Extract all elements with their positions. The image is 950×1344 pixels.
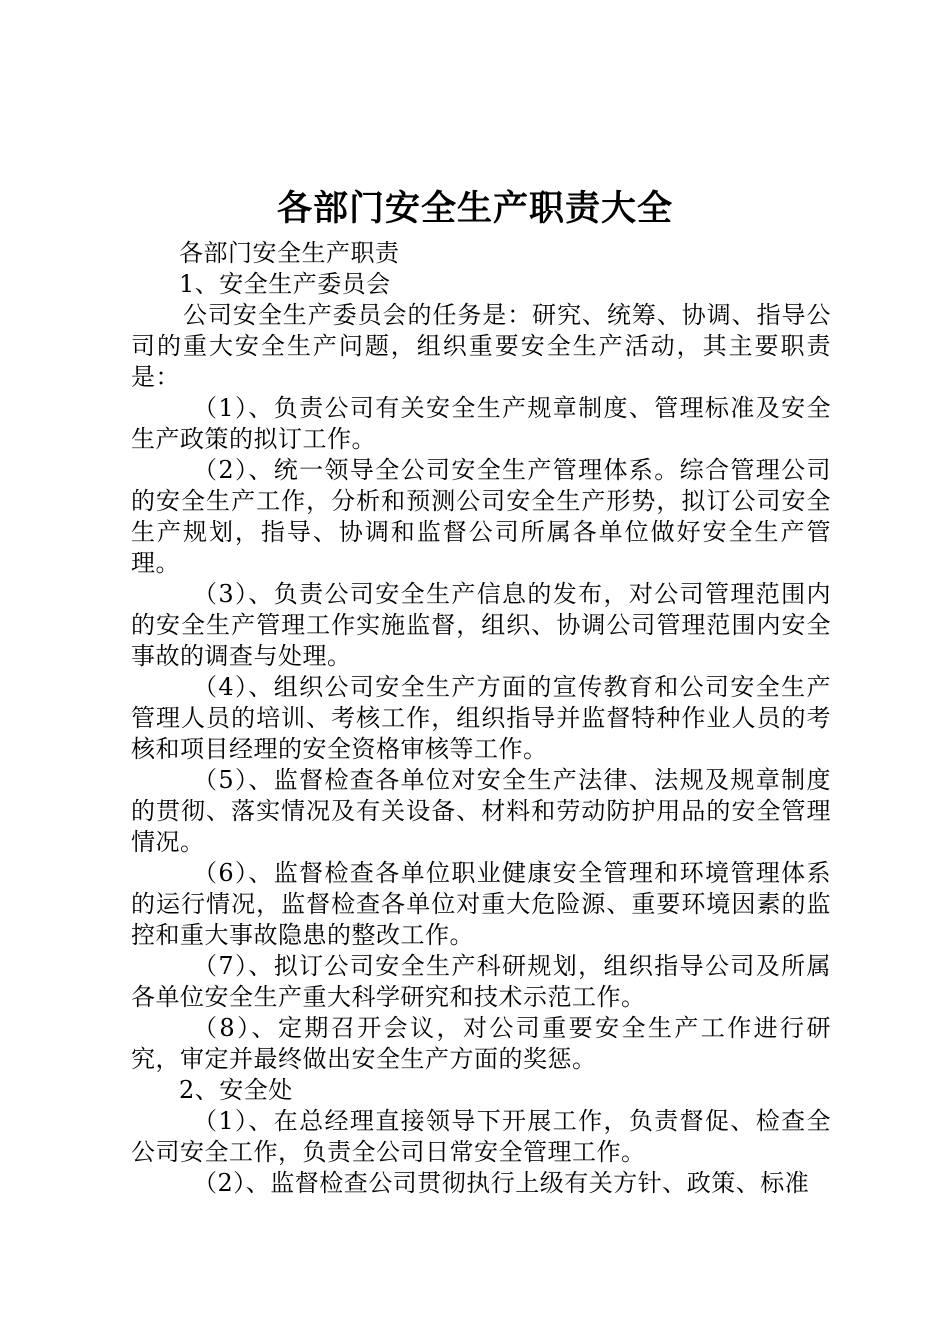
- list-item: （2）、统一领导全公司安全生产管理体系。综合管理公司的安全生产工作，分析和预测公司安全生产形势，拟订公司安全生产规划，指导、协调和监督公司所属各单位做好安全生产管理。: [131, 456, 831, 577]
- list-item: （7）、拟订公司安全生产科研规划，组织指导公司及所属各单位安全生产重大科学研究和技术示范工作。: [131, 952, 831, 1011]
- body-paragraph: 公司安全生产委员会的任务是：研究、统筹、协调、指导公司的重大安全生产问题，组织重要安全生产活动，其主要职责是：: [131, 301, 831, 391]
- document-title: 各部门安全生产职责大全: [276, 188, 673, 229]
- list-item: （5）、监督检查各单位对安全生产法律、法规及规章制度的贯彻、落实情况及有关设备、材料和劳动防护用品的安全管理情况。: [131, 766, 831, 856]
- list-item: （1）、负责公司有关安全生产规章制度、管理标准及安全生产政策的拟订工作。: [131, 394, 831, 453]
- list-item: （3）、负责公司安全生产信息的发布，对公司管理范围内的安全生产管理工作实施监督，组织、协调公司管理范围内安全事故的调查与处理。: [131, 580, 831, 670]
- list-item: （2）、监督检查公司贯彻执行上级有关方针、政策、标准: [193, 1169, 810, 1197]
- section-heading: 各部门安全生产职责: [179, 239, 400, 267]
- list-item: （8）、定期召开会议，对公司重要安全生产工作进行研究，审定并最终做出安全生产方面的奖惩。: [131, 1014, 831, 1073]
- list-item: （4）、组织公司安全生产方面的宣传教育和公司安全生产管理人员的培训、考核工作，组织指导并监督特种作业人员的考核和项目经理的安全资格审核等工作。: [131, 673, 831, 763]
- list-item: （1）、在总经理直接领导下开展工作，负责督促、检查全公司安全工作，负责全公司日常安全管理工作。: [131, 1107, 831, 1166]
- section-heading: 1、安全生产委员会: [179, 270, 391, 298]
- section-heading: 2、安全处: [179, 1076, 293, 1104]
- list-item: （6）、监督检查各单位职业健康安全管理和环境管理体系的运行情况，监督检查各单位对重大危险源、重要环境因素的监控和重大事故隐患的整改工作。: [131, 859, 831, 949]
- document-body: [131, 238, 831, 1199]
